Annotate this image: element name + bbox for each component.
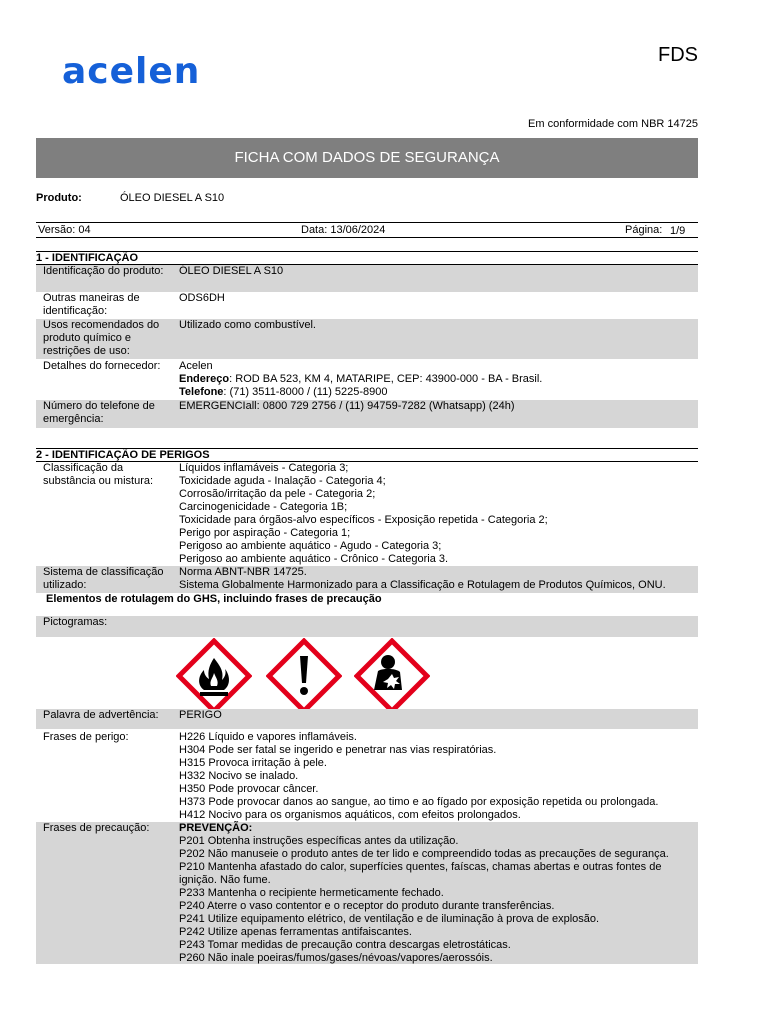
row-label: Usos recomendados do produto químico e restrições de uso: <box>43 319 160 357</box>
list-item: P210 Mantenha afastado do calor, superfícies quentes, faíscas, chamas abertas e outras fontes de ignição. Não fume. <box>179 861 662 886</box>
list-item: P243 Tomar medidas de precaução contra descargas eletrostáticas. <box>179 939 511 951</box>
hazard-statements <box>173 731 698 821</box>
list-item: H315 Provoca irritação à pele. <box>179 757 327 769</box>
classification-list <box>173 462 698 566</box>
page-number: 1/9 <box>670 225 686 237</box>
list-item: Líquidos inflamáveis - Categoria 3; <box>179 462 349 474</box>
list-item: Perigoso ao ambiente aquático - Crônico - Categoria 3. <box>179 553 449 565</box>
precaution-heading: PREVENÇÃO: <box>179 822 253 834</box>
row-label: Pictogramas: <box>43 616 108 628</box>
list-item: Carcinogenicidade - Categoria 1B; <box>179 501 348 513</box>
list-item: P202 Não manuseie o produto antes de ter lido e compreendido todas as precauções de segurança. <box>179 848 669 860</box>
table-row <box>36 360 698 400</box>
list-item: Perigoso ao ambiente aquático - Agudo - Categoria 3; <box>179 540 442 552</box>
health-hazard-icon <box>354 638 430 714</box>
list-item: H304 Pode ser fatal se ingerido e penetrar nas vias respiratórias. <box>179 744 497 756</box>
list-item: Corrosão/irritação da pele - Categoria 2; <box>179 488 376 500</box>
table-row <box>36 822 698 964</box>
row-label: Detalhes do fornecedor: <box>43 360 161 372</box>
page-title-banner: FICHA COM DADOS DE SEGURANÇA <box>36 138 698 178</box>
table-row <box>36 462 698 566</box>
list-item: H412 Nocivo para os organismos aquáticos, com efeitos prolongados. <box>179 809 521 821</box>
list-item: Toxicidade para órgãos-alvo específicos - Exposição repetida - Categoria 2; <box>179 514 548 526</box>
table-row <box>36 265 698 292</box>
list-item: H332 Nocivo se inalado. <box>179 770 299 782</box>
page-label: Página: <box>625 224 663 236</box>
divider <box>36 222 698 223</box>
row-label: Outras maneiras de identificação: <box>43 292 140 317</box>
precautionary-statements <box>173 822 698 964</box>
table-row <box>36 292 698 319</box>
acelen-logo: acelen <box>62 51 201 92</box>
table-row <box>36 731 698 821</box>
list-item: Toxicidade aguda - Inalação - Categoria 4; <box>179 475 386 487</box>
classification-system <box>173 566 698 593</box>
list-item: P242 Utilize apenas ferramentas antifaiscantes. <box>179 926 412 938</box>
list-item: P240 Aterre o vaso contentor e o receptor do produto durante transferências. <box>179 900 555 912</box>
address-label: Endereço <box>179 373 230 385</box>
row-value: Utilizado como combustível. <box>179 319 316 331</box>
phone-label: Telefone <box>179 386 224 398</box>
product-line <box>36 192 224 204</box>
exclamation-icon <box>266 638 342 714</box>
emergency-phone: EMERGENCIall: 0800 729 2756 / (11) 94759-7282 (Whatsapp) (24h) <box>179 400 515 412</box>
list-item: H373 Pode provocar danos ao sangue, ao timo e ao fígado por exposição repetida ou prolongada. <box>179 796 659 808</box>
product-name: ÓLEO DIESEL A S10 <box>120 192 225 204</box>
list-item: Sistema Globalmente Harmonizado para a Classificação e Rotulagem de Produtos Químicos, ONU. <box>179 579 666 591</box>
row-label: Frases de perigo: <box>43 731 129 743</box>
row-label: Classificação da substância ou mistura: <box>43 462 154 487</box>
phone: : (71) 3511-8000 / (11) 5225-8900 <box>223 386 388 398</box>
row-label: Número do telefone de emergência: <box>43 400 155 425</box>
list-item: P241 Utilize equipamento elétrico, de ventilação e de iluminação à prova de explosão. <box>179 913 600 925</box>
table-row <box>36 616 698 637</box>
signal-word: PERIGO <box>179 709 222 721</box>
address: : ROD BA 523, KM 4, MATARIPE, CEP: 43900-000 - BA - Brasil. <box>229 373 543 385</box>
list-item: H350 Pode provocar câncer. <box>179 783 319 795</box>
row-value: ODS6DH <box>179 292 225 304</box>
table-row <box>36 400 698 428</box>
section-1-title: 1 - IDENTIFICAÇÃO <box>36 252 139 264</box>
row-label: Identificação do produto: <box>43 265 164 277</box>
supplier-details <box>173 360 698 400</box>
list-item: P201 Obtenha instruções específicas antes da utilização. <box>179 835 459 847</box>
conformity-note: Em conformidade com NBR 14725 <box>528 118 698 130</box>
row-label: Sistema de classificação utilizado: <box>43 566 164 591</box>
date: Data: 13/06/2024 <box>301 224 386 236</box>
row-label: Frases de precaução: <box>43 822 150 834</box>
section-2-title: 2 - IDENTIFICAÇÃO DE PERIGOS <box>36 449 210 461</box>
flame-icon <box>176 638 252 714</box>
product-label: Produto: <box>36 192 82 204</box>
divider <box>36 237 698 238</box>
row-value: ÓLEO DIESEL A S10 <box>179 265 284 277</box>
list-item: Norma ABNT-NBR 14725. <box>179 566 307 578</box>
row-label: Palavra de advertência: <box>43 709 159 721</box>
doc-code: FDS <box>658 44 698 66</box>
table-row <box>36 319 698 359</box>
version: Versão: 04 <box>38 224 91 236</box>
table-row <box>36 566 698 593</box>
ghs-heading: Elementos de rotulagem do GHS, incluindo frases de precaução <box>46 593 382 605</box>
list-item: Perigo por aspiração - Categoria 1; <box>179 527 351 539</box>
list-item: P233 Mantenha o recipiente hermeticamente fechado. <box>179 887 444 899</box>
list-item: H226 Líquido e vapores inflamáveis. <box>179 731 357 743</box>
supplier-name: Acelen <box>179 360 213 372</box>
list-item: P260 Não inale poeiras/fumos/gases/névoas/vapores/aerossóis. <box>179 952 493 964</box>
table-row <box>36 709 698 729</box>
